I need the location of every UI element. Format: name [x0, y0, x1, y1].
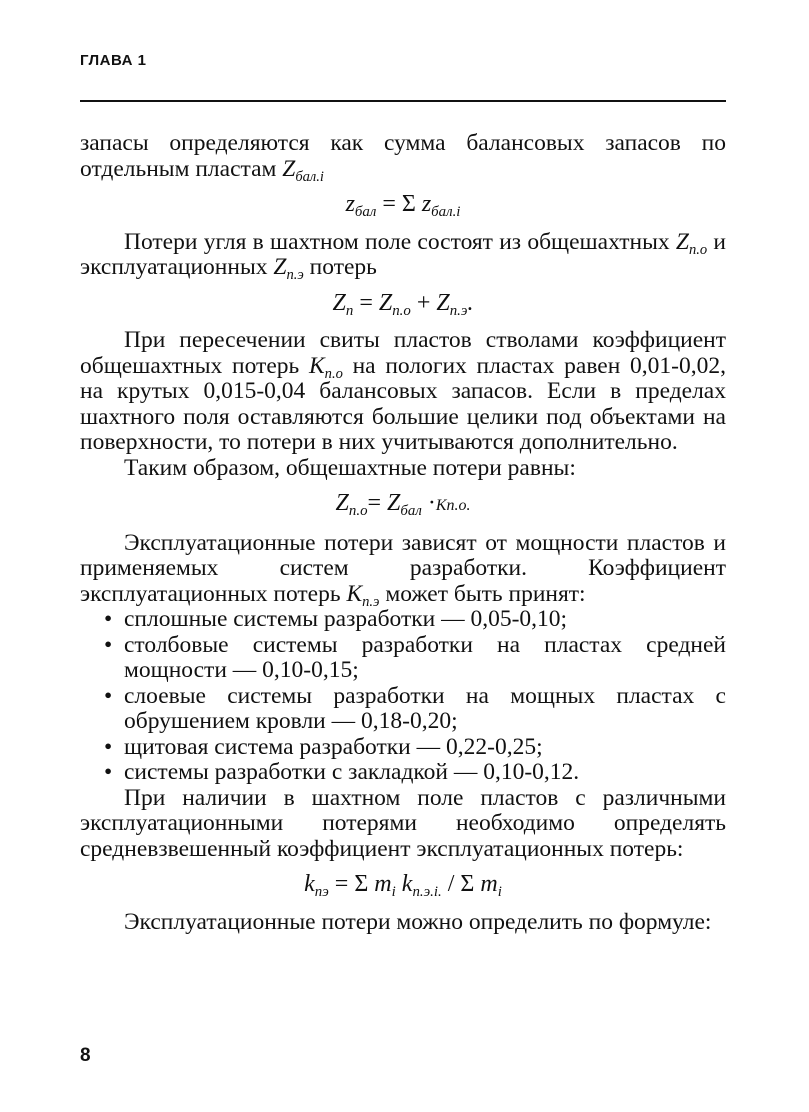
paragraph-5-text-2: может быть принят:	[379, 580, 586, 607]
f4-lhs: k	[304, 871, 315, 897]
f4-m1-sub: i	[391, 884, 396, 901]
paragraph-5-text-1: Эксплуатационные потери зависят от мощности пластов и применяемых систем разработки. Коэффициент эксплуатационных потерь	[80, 529, 726, 607]
chapter-header: ГЛАВА 1	[80, 52, 147, 69]
var-z-pe-subscript: п.э	[286, 267, 304, 284]
var-z-pe: Z	[273, 254, 287, 280]
paragraph-2	[80, 228, 727, 284]
f1-rhs-sub: бал.i	[431, 204, 461, 221]
var-z-bal-i: Z	[282, 155, 296, 182]
paragraph-2-text-2: и эксплуатационных	[80, 228, 727, 280]
f2-term1-sub: п.о	[392, 302, 411, 319]
f1-op: = Σ	[376, 191, 422, 217]
var-k-po: K	[308, 352, 325, 379]
paragraph-6: При наличии в шахтном поле пластов с различными эксплуатационными потерями необходимо определять средневзвешенный коэффициент эксплуатационных потерь:	[80, 784, 726, 862]
f4-op2: / Σ	[441, 871, 481, 897]
f2-lhs: Z	[332, 289, 346, 316]
formula-total-losses	[80, 291, 726, 317]
f1-lhs: z	[345, 191, 355, 217]
list-item: • столбовые системы разработки на пластах средней мощности — 0,10-0,15;	[80, 633, 726, 684]
var-z-bal-i-subscript: бал.i	[295, 168, 324, 185]
paragraph-7: Эксплуатационные потери можно определить по формуле:	[124, 908, 712, 935]
paragraph-2-text-1: Потери угля в шахтном поле состоят из общешахтных	[124, 228, 676, 255]
paragraph-5	[80, 531, 726, 608]
f2-lhs-sub: п	[345, 302, 354, 319]
var-k-po-subscript: п.о	[324, 365, 343, 382]
f3-lhs: Z	[335, 490, 349, 516]
f2-end: .	[467, 289, 474, 316]
f4-m2: m	[480, 871, 498, 897]
paragraph-1-text: запасы определяются как сумма балансовых запасов по отдельным пластам	[80, 130, 726, 182]
var-k-pe-subscript: п.э	[362, 593, 380, 610]
f3-term1: Z	[387, 490, 401, 516]
f4-k: k	[395, 871, 413, 897]
f2-term1: Z	[378, 289, 393, 316]
f2-op2: +	[410, 289, 437, 316]
f3-op: =	[367, 490, 388, 516]
f3-coefficient: Кп.о.	[435, 497, 471, 514]
f4-lhs-sub: пэ	[314, 884, 329, 901]
var-k-pe: K	[346, 580, 363, 607]
f4-op1: = Σ	[328, 871, 375, 897]
f2-term2: Z	[436, 289, 450, 316]
paragraph-4: Таким образом, общешахтные потери равны:	[124, 454, 576, 481]
paragraph-3	[80, 328, 726, 456]
list-item: • слоевые системы разработки на мощных пластах с обрушением кровли — 0,18-0,20;	[80, 684, 726, 735]
f2-op1: =	[353, 289, 379, 316]
formula-weighted-coefficient	[80, 871, 726, 901]
page-body	[80, 131, 726, 935]
paragraph-2-text-3: потерь	[303, 254, 377, 280]
paragraph-3-text-2: на пологих пластах равен 0,01-0,02, на крутых 0,015-0,04 балансовых запасов. Если в пределах шахтного поля оставляются большие целики под объектами на поверхности, то потери в них учитываются дополнительно.	[80, 352, 726, 455]
var-z-po-subscript: п.о	[688, 241, 708, 258]
list-item: • щитовая система разработки — 0,22-0,25;	[80, 735, 726, 761]
paragraph-1	[80, 130, 726, 185]
var-z-po: Z	[675, 228, 689, 255]
list-item: • сплошные системы разработки — 0,05-0,10;	[80, 607, 726, 633]
f2-term2-sub: п.э	[449, 302, 468, 319]
formula-mine-losses	[80, 491, 726, 519]
f3-dot: ·	[421, 490, 436, 516]
mining-systems-list	[80, 607, 726, 786]
f3-lhs-sub: п.о	[348, 503, 368, 520]
f1-rhs: z	[421, 191, 432, 217]
paragraph-3-text-1: При пересечении свиты пластов стволами коэффициент общешахтных потерь	[80, 327, 726, 379]
page-number: 8	[80, 1045, 91, 1066]
f4-m2-sub: i	[497, 884, 502, 901]
f3-term1-sub: бал	[400, 503, 422, 520]
f1-lhs-sub: бал	[354, 204, 377, 221]
f4-m1: m	[374, 871, 392, 897]
f4-k-sub: п.э.i.	[412, 884, 442, 901]
list-item: • системы разработки с закладкой — 0,10-0,12.	[80, 760, 726, 786]
formula-balance-reserves	[80, 191, 726, 221]
header-divider	[80, 100, 726, 102]
